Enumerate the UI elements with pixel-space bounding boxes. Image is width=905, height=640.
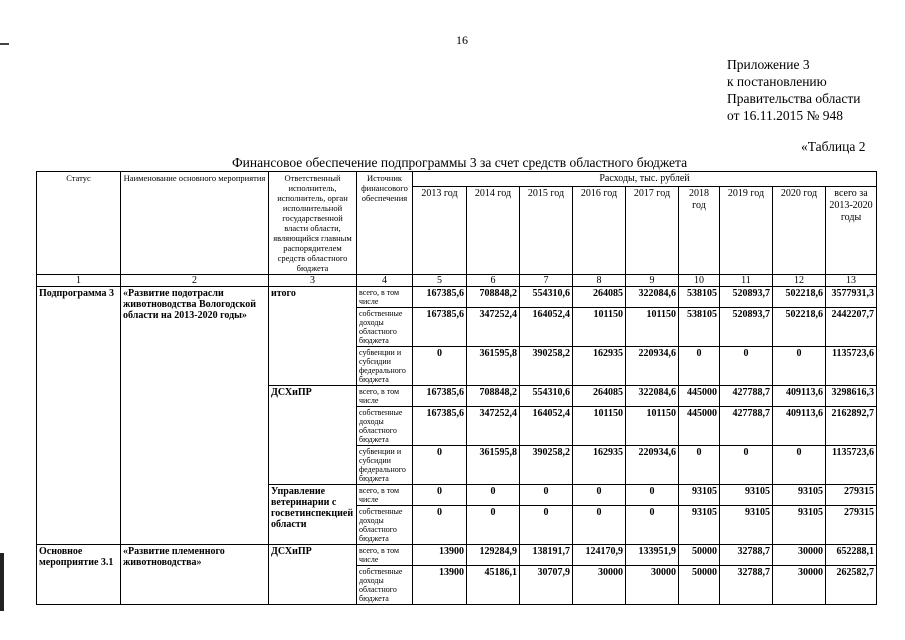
value-cell: 50000 [679, 566, 720, 605]
value-cell: 0 [520, 485, 573, 506]
scan-edge-mark [0, 43, 9, 45]
header-year: 2020 год [773, 187, 826, 275]
value-cell: 409113,6 [773, 386, 826, 407]
value-cell: 0 [520, 506, 573, 545]
appendix-line: Правительства области [727, 91, 861, 106]
value-cell: 93105 [679, 506, 720, 545]
executor-cell: Управление ветеринарии с госветинспекцией области [269, 485, 357, 545]
table-row [37, 287, 877, 308]
table-label: «Таблица 2 [801, 139, 866, 154]
column-index: 2 [121, 275, 269, 287]
header-year: 2017 год [626, 187, 679, 275]
value-cell: 167385,6 [413, 386, 467, 407]
name-cell: «Развитие племенного животноводства» [121, 545, 269, 605]
appendix-line: от 16.11.2015 № 948 [727, 108, 843, 123]
value-cell: 30000 [773, 566, 826, 605]
value-cell: 93105 [773, 485, 826, 506]
header-year: 2013 год [413, 187, 467, 275]
value-cell: 220934,6 [626, 446, 679, 485]
value-cell: 0 [413, 485, 467, 506]
column-index: 4 [357, 275, 413, 287]
value-cell: 164052,4 [520, 407, 573, 446]
header-year: 2014 год [467, 187, 520, 275]
value-cell: 30707,9 [520, 566, 573, 605]
value-cell: 0 [413, 506, 467, 545]
value-cell: 93105 [773, 506, 826, 545]
value-cell: 167385,6 [413, 308, 467, 347]
value-cell: 0 [626, 485, 679, 506]
appendix-header [727, 56, 860, 124]
value-cell: 124170,9 [573, 545, 626, 566]
source-cell: собственные доходы областного бюджета [357, 407, 413, 446]
value-cell: 262582,7 [826, 566, 877, 605]
value-cell: 279315 [826, 506, 877, 545]
value-cell: 1135723,6 [826, 446, 877, 485]
value-cell: 93105 [679, 485, 720, 506]
value-cell: 3298616,3 [826, 386, 877, 407]
table-row [37, 545, 877, 566]
header-year: 2015 год [520, 187, 573, 275]
value-cell: 0 [679, 347, 720, 386]
column-index: 11 [720, 275, 773, 287]
status-cell: Основное мероприятие 3.1 [37, 545, 121, 605]
header-year: 2019 год [720, 187, 773, 275]
column-index: 5 [413, 275, 467, 287]
value-cell: 220934,6 [626, 347, 679, 386]
value-cell: 0 [773, 347, 826, 386]
column-index: 10 [679, 275, 720, 287]
value-cell: 129284,9 [467, 545, 520, 566]
value-cell: 13900 [413, 545, 467, 566]
value-cell: 30000 [573, 566, 626, 605]
source-cell: субвенции и субсидии федерального бюджета [357, 446, 413, 485]
header-status: Статус [37, 172, 121, 275]
value-cell: 101150 [573, 308, 626, 347]
source-cell: собственные доходы областного бюджета [357, 308, 413, 347]
value-cell: 93105 [720, 506, 773, 545]
column-index: 12 [773, 275, 826, 287]
value-cell: 427788,7 [720, 386, 773, 407]
table-title: Финансовое обеспечение подпрограммы 3 за счет средств областного бюджета [232, 155, 688, 170]
value-cell: 133951,9 [626, 545, 679, 566]
value-cell: 0 [467, 485, 520, 506]
column-index: 13 [826, 275, 877, 287]
value-cell: 162935 [573, 347, 626, 386]
value-cell: 0 [626, 506, 679, 545]
header-name: Наименование основного мероприятия [121, 172, 269, 275]
value-cell: 708848,2 [467, 386, 520, 407]
value-cell: 520893,7 [720, 308, 773, 347]
value-cell: 279315 [826, 485, 877, 506]
value-cell: 0 [573, 485, 626, 506]
value-cell: 32788,7 [720, 566, 773, 605]
source-cell: собственные доходы областного бюджета [357, 506, 413, 545]
value-cell: 264085 [573, 287, 626, 308]
column-index: 7 [520, 275, 573, 287]
header-source: Источник финансового обеспечения [357, 172, 413, 275]
value-cell: 502218,6 [773, 308, 826, 347]
value-cell: 0 [720, 347, 773, 386]
value-cell: 361595,8 [467, 347, 520, 386]
value-cell: 264085 [573, 386, 626, 407]
value-cell: 0 [679, 446, 720, 485]
value-cell: 138191,7 [520, 545, 573, 566]
header-executor: Ответственный исполнитель, исполнитель, орган исполнительной государственной власти области, являющийся главным распорядителем средств областного бюджета [269, 172, 357, 275]
value-cell: 520893,7 [720, 287, 773, 308]
value-cell: 409113,6 [773, 407, 826, 446]
value-cell: 502218,6 [773, 287, 826, 308]
value-cell: 347252,4 [467, 308, 520, 347]
value-cell: 45186,1 [467, 566, 520, 605]
appendix-line: к постановлению [727, 74, 827, 89]
column-index: 3 [269, 275, 357, 287]
value-cell: 0 [773, 446, 826, 485]
value-cell: 164052,4 [520, 308, 573, 347]
finance-table [36, 171, 877, 605]
value-cell: 1135723,6 [826, 347, 877, 386]
column-index: 9 [626, 275, 679, 287]
column-index: 1 [37, 275, 121, 287]
value-cell: 538105 [679, 287, 720, 308]
value-cell: 101150 [573, 407, 626, 446]
value-cell: 0 [720, 446, 773, 485]
value-cell: 554310,6 [520, 386, 573, 407]
value-cell: 0 [413, 347, 467, 386]
source-cell: всего, в том числе [357, 545, 413, 566]
value-cell: 32788,7 [720, 545, 773, 566]
value-cell: 322084,6 [626, 386, 679, 407]
header-year: всего за 2013-2020 годы [826, 187, 877, 275]
executor-cell: ДСХиПР [269, 386, 357, 485]
value-cell: 708848,2 [467, 287, 520, 308]
value-cell: 101150 [626, 407, 679, 446]
header-year: 2016 год [573, 187, 626, 275]
source-cell: всего, в том числе [357, 287, 413, 308]
source-cell: субвенции и субсидии федерального бюджета [357, 347, 413, 386]
value-cell: 0 [413, 446, 467, 485]
value-cell: 427788,7 [720, 407, 773, 446]
status-cell: Подпрограмма 3 [37, 287, 121, 545]
value-cell: 322084,6 [626, 287, 679, 308]
value-cell: 554310,6 [520, 287, 573, 308]
value-cell: 0 [467, 506, 520, 545]
value-cell: 93105 [720, 485, 773, 506]
value-cell: 2162892,7 [826, 407, 877, 446]
value-cell: 30000 [626, 566, 679, 605]
value-cell: 3577931,3 [826, 287, 877, 308]
header-year: 2018 год [679, 187, 720, 275]
value-cell: 101150 [626, 308, 679, 347]
value-cell: 13900 [413, 566, 467, 605]
appendix-line: Приложение 3 [727, 57, 810, 72]
value-cell: 167385,6 [413, 287, 467, 308]
value-cell: 30000 [773, 545, 826, 566]
value-cell: 538105 [679, 308, 720, 347]
value-cell: 390258,2 [520, 446, 573, 485]
value-cell: 2442207,7 [826, 308, 877, 347]
value-cell: 162935 [573, 446, 626, 485]
source-cell: всего, в том числе [357, 485, 413, 506]
value-cell: 445000 [679, 407, 720, 446]
executor-cell: итого [269, 287, 357, 386]
source-cell: собственные доходы областного бюджета [357, 566, 413, 605]
name-cell: «Развитие подотрасли животноводства Вологодской области на 2013-2020 годы» [121, 287, 269, 545]
column-index: 8 [573, 275, 626, 287]
header-expenses: Расходы, тыс. рублей [413, 172, 877, 187]
value-cell: 167385,6 [413, 407, 467, 446]
value-cell: 0 [573, 506, 626, 545]
scan-edge-mark [0, 553, 4, 611]
value-cell: 347252,4 [467, 407, 520, 446]
value-cell: 390258,2 [520, 347, 573, 386]
value-cell: 652288,1 [826, 545, 877, 566]
value-cell: 361595,8 [467, 446, 520, 485]
value-cell: 445000 [679, 386, 720, 407]
value-cell: 50000 [679, 545, 720, 566]
column-index: 6 [467, 275, 520, 287]
page-number: 16 [456, 33, 468, 47]
executor-cell: ДСХиПР [269, 545, 357, 605]
source-cell: всего, в том числе [357, 386, 413, 407]
